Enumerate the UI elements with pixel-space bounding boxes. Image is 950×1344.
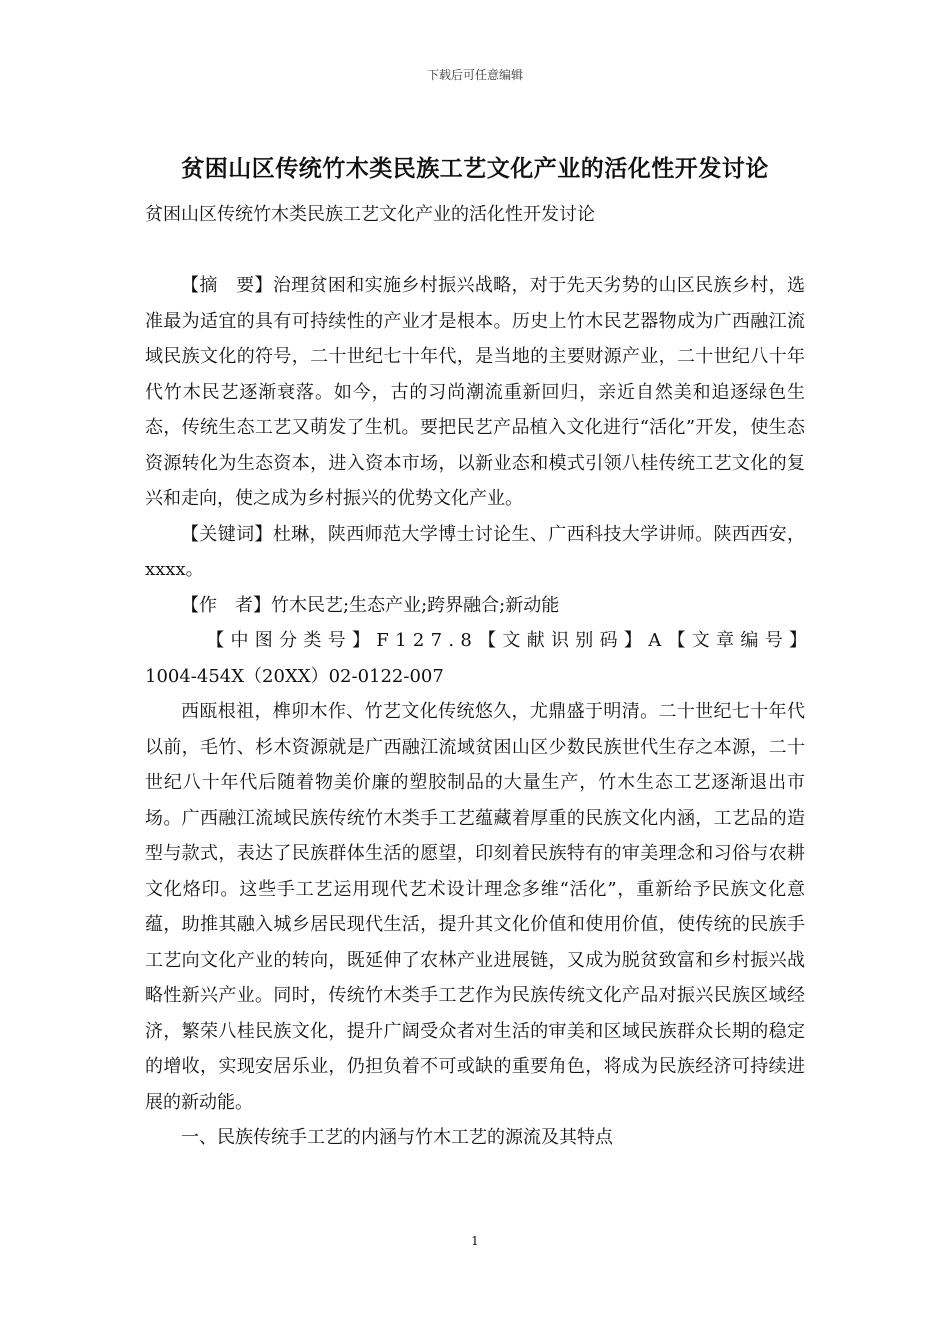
abstract-paragraph: 【摘 要】治理贫困和实施乡村振兴战略，对于先天劣势的山区民族乡村，选准最为适宜的具有可持续性的产业才是根本。历史上竹木民艺器物成为广西融江流域民族文化的符号，二十世纪七十年代，是当地的主要财源产业，二十世纪八十年代竹木民艺逐渐衰落。如今，古的习尚潮流重新回归，亲近自然美和追逐绿色生态，传统生态工艺又萌发了生机。要把民艺产品植入文化进行“活化”开发，使生态资源转化为生态资本，进入资本市场，以新业态和模式引领八桂传统工艺文化的复兴和走向，使之成为乡村振兴的优势文化产业。 (145, 275, 805, 509)
header-note: 下载后可任意编辑 (426, 68, 523, 82)
page-number: 1 (471, 1234, 479, 1248)
intro-paragraph: 西瓯根祖，榫卯木作、竹艺文化传统悠久，尤鼎盛于明清。二十世纪七十年代以前，毛竹、杉木资源就是广西融江流域贫困山区少数民族世代生存之本源，二十世纪八十年代后随着物美价廉的塑胶制品的大量生产，竹木生态工艺逐渐退出市场。广西融江流域民族传统竹木类手工艺蕴藏着厚重的民族文化内涵，工艺品的造型与款式，表达了民族群体生活的愿望，印刻着民族特有的审美理念和习俗与农耕文化烙印。这些手工艺运用现代艺术设计理念多维“活化”，重新给予民族文化意蕴，助推其融入城乡居民现代生活，提升其文化价值和使用价值，使传统的民族手工艺向文化产业的转向，既延伸了农林产业进展链，又成为脱贫致富和乡村振兴战略性新兴产业。同时，传统竹木类手工艺作为民族传统文化产品对振兴民族区域经济，繁荣八桂民族文化，提升广阔受众者对生活的审美和区域民族群众长期的稳定的增收，实现安居乐业，仍担负着不可或缺的重要角色，将成为民族经济可持续进展的新动能。 (145, 701, 805, 1113)
classification-code: 1004-454X（20XX）02-0122-007 (145, 665, 444, 687)
classification-label: 【中图分类号】F127.8【文献识别码】A【文章编号】 (206, 630, 814, 651)
author-paragraph: 【作 者】竹木民艺;生态产业;跨界融合;新动能 (181, 594, 560, 616)
keywords-paragraph: 【关键词】杜琳，陕西师范大学博士讨论生、广西科技大学讲师。陕西西安，xxxx。 (145, 523, 805, 580)
section-heading: 一、民族传统手工艺的内涵与竹木工艺的源流及其特点 (181, 1127, 613, 1148)
classification-paragraph (145, 623, 814, 694)
document-subtitle: 贫困山区传统竹木类民族工艺文化产业的活化性开发讨论 (145, 204, 595, 225)
document-body (145, 268, 814, 1156)
document-title: 贫困山区传统竹木类民族工艺文化产业的活化性开发讨论 (181, 155, 769, 182)
